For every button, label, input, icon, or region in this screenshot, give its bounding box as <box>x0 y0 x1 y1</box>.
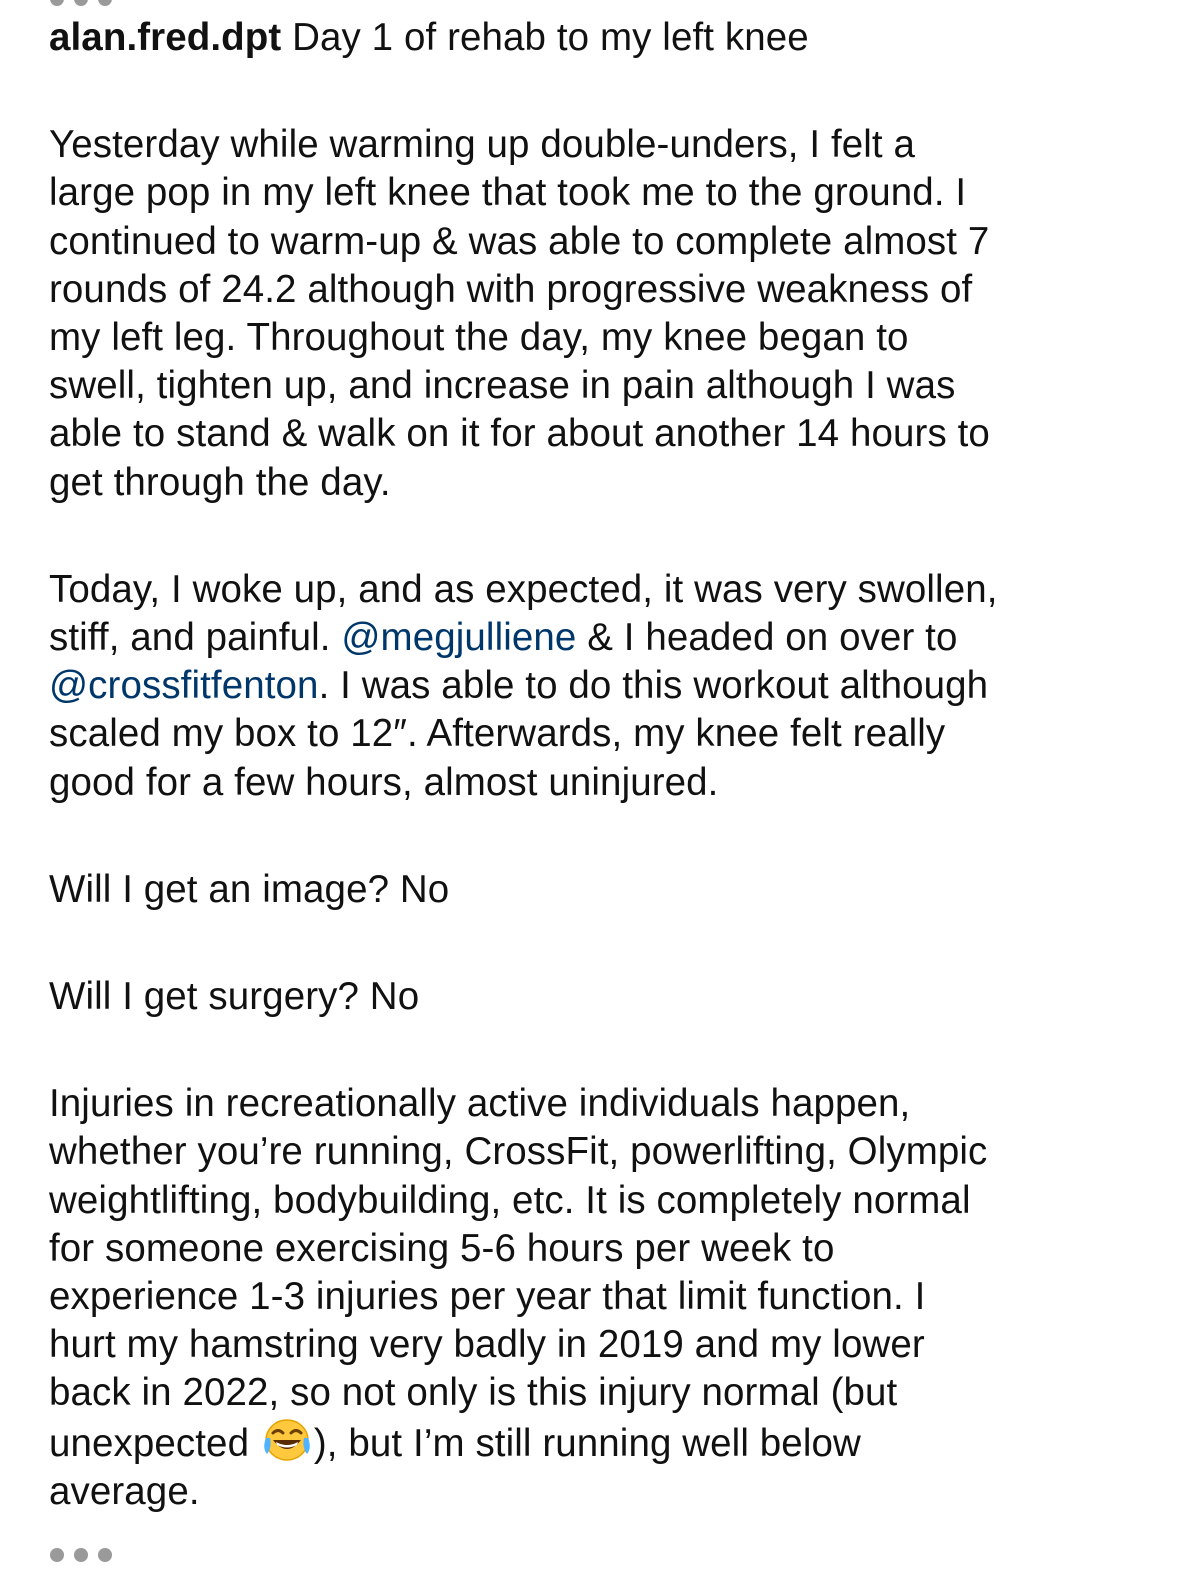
caption-paragraph-5 <box>49 1080 1139 1516</box>
caption-text: . I was able to do this workout although scaled my box to 12″. Afterwards, my knee felt really good for a few hours, almost uninjured. <box>49 664 989 804</box>
caption-paragraph-2 <box>49 566 1139 807</box>
face-with-tears-of-joy-icon <box>262 1418 312 1462</box>
avatar-dot <box>74 1548 88 1562</box>
caption-text: Today, I woke up, and as expected, it was very swollen, stiff, and painful. <box>49 567 998 660</box>
caption-text: Injuries in recreationally active individuals happen, whether you’re running, CrossFit, powerlifting, Olympic weightlifting, bodybuilding, etc. It is completely normal for someone exercising 5-6 hours per week to experience 1-3 injuries per year that limit function. I hurt my hamstring very badly in 2019 and my lower back in 2022, so not only is this injury normal (but unexpected <box>49 1082 988 1465</box>
caption-title: Day 1 of rehab to my left knee <box>292 16 809 59</box>
caption-text: & I headed on over to <box>587 616 958 660</box>
mention-link-megjulliene[interactable]: @megjulliene <box>341 616 577 660</box>
mention-link-crossfitfenton[interactable]: @crossfitfenton <box>49 664 319 708</box>
avatar-dot <box>50 0 64 6</box>
avatar-dot <box>98 1548 112 1562</box>
caption-paragraph-3: Will I get an image? No <box>49 867 450 911</box>
avatar-edge-partial <box>48 0 128 8</box>
caption-text: ), but I’m still running well below average. <box>49 1421 861 1513</box>
avatar-dot <box>74 0 88 6</box>
caption-paragraph-1: Yesterday while warming up double-unders, I felt a large pop in my left knee that took me to the ground. I continued to warm-up & was able to complete almost 7 rounds of 24.2 although with progressive weakness of my left leg. Throughout the day, my knee began to swell, tighten up, and increase in pain although I was able to stand & walk on it for about another 14 hours to get through the day. <box>49 123 990 504</box>
next-comment-edge-partial <box>48 1546 128 1554</box>
username-link[interactable]: alan.fred.dpt <box>49 16 282 59</box>
post-caption <box>49 14 1139 1575</box>
avatar-dot <box>98 0 112 6</box>
caption-paragraph-4: Will I get surgery? No <box>49 975 420 1019</box>
caption-header <box>49 14 1139 62</box>
avatar-dot <box>50 1548 64 1562</box>
